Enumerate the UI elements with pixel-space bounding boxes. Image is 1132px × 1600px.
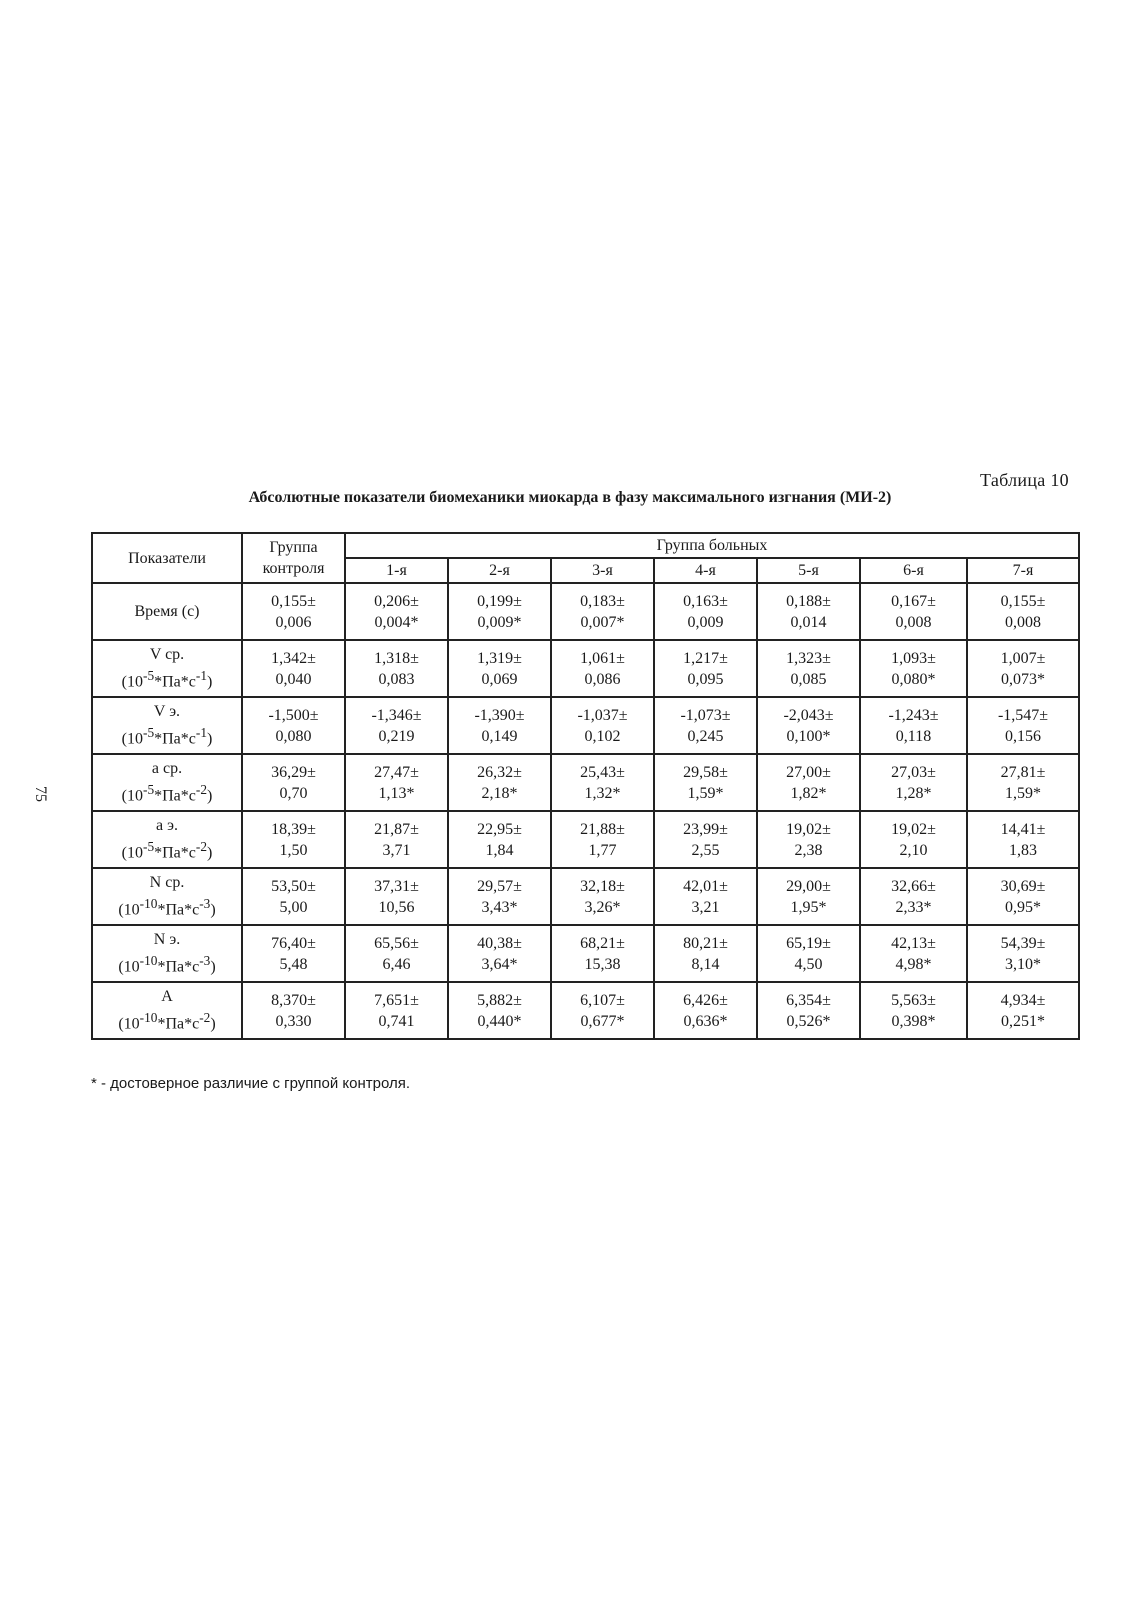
unit-exponent: -5 (143, 725, 155, 741)
header-row-main (92, 533, 1079, 558)
unit-base: (10 (121, 787, 143, 805)
error-value: 2,38 (794, 841, 823, 859)
indicator-unit (93, 779, 241, 806)
unit-exponent-2: -2 (195, 782, 207, 798)
mean-value: -1,390± (474, 706, 525, 724)
group-value-cell (551, 811, 654, 868)
error-value: 0,004* (374, 613, 419, 631)
error-value: 3,26* (584, 898, 621, 916)
group-value-cell (860, 583, 967, 640)
group-value-cell (448, 811, 551, 868)
group-value-cell (967, 925, 1079, 982)
mean-value: 1,319± (477, 649, 522, 667)
unit-base: (10 (121, 844, 143, 862)
error-value: 10,56 (378, 898, 415, 916)
control-value-cell (242, 868, 345, 925)
group-value-cell (860, 640, 967, 697)
error-value: 6,46 (382, 955, 411, 973)
group-value-cell (860, 754, 967, 811)
mean-value: 76,40± (271, 934, 316, 952)
group-header: 1-я (345, 558, 448, 583)
control-value-cell (242, 754, 345, 811)
group-value-cell (654, 982, 757, 1039)
error-value: 1,59* (687, 784, 724, 802)
error-value: 3,21 (691, 898, 720, 916)
group-value-cell (345, 754, 448, 811)
mean-value: 0,188± (786, 592, 831, 610)
error-value: 2,55 (691, 841, 720, 859)
mean-value: -1,500± (268, 706, 319, 724)
group-value-cell (551, 868, 654, 925)
table-row (92, 868, 1079, 925)
mean-value: 27,03± (891, 763, 936, 781)
group-value-cell (448, 640, 551, 697)
control-value-cell (242, 640, 345, 697)
mean-value: 54,39± (1000, 934, 1046, 952)
error-value: 0,526* (786, 1012, 831, 1030)
unit-end: ) (206, 844, 213, 862)
mean-value: 32,66± (891, 877, 936, 895)
group-value-cell (551, 583, 654, 640)
mean-value: 0,155± (271, 592, 316, 610)
mean-value: 4,934± (1000, 991, 1046, 1009)
error-value: 1,32* (584, 784, 621, 802)
error-value: 2,18* (481, 784, 518, 802)
indicator-name: N ср. (149, 874, 185, 892)
mean-value: -1,547± (997, 706, 1049, 724)
unit-exponent: -5 (143, 782, 155, 798)
mean-value: 22,95± (477, 820, 522, 838)
mean-value: -2,043± (783, 706, 834, 724)
indicator-cell (92, 640, 242, 697)
group-value-cell (967, 868, 1079, 925)
mean-value: 1,342± (271, 649, 316, 667)
error-value: 0,009 (687, 613, 724, 631)
header-indicator: Показатели (92, 533, 242, 583)
group-value-cell (967, 811, 1079, 868)
error-value: 1,95* (790, 898, 827, 916)
group-value-cell (967, 697, 1079, 754)
mean-value: 14,41± (1000, 820, 1046, 838)
error-value: 1,50 (279, 841, 308, 859)
mean-value: 5,882± (477, 991, 522, 1009)
unit-end: ) (210, 1015, 216, 1033)
mean-value: 29,58± (683, 763, 728, 781)
mean-value: 53,50± (271, 877, 316, 895)
error-value: 0,073* (1001, 670, 1045, 688)
mean-value: 21,87± (374, 820, 419, 838)
header-patients: Группа больных (345, 533, 1079, 558)
unit-base: (10 (121, 673, 143, 691)
mean-value: 25,43± (580, 763, 625, 781)
group-header: 3-я (551, 558, 654, 583)
error-value: 0,398* (891, 1012, 936, 1030)
unit-middle: *Па*с (157, 1015, 200, 1033)
mean-value: 29,57± (477, 877, 522, 895)
error-value: 0,156 (1005, 727, 1041, 745)
table-row (92, 811, 1079, 868)
unit-end: ) (206, 673, 213, 691)
mean-value: 23,99± (683, 820, 728, 838)
group-value-cell (551, 982, 654, 1039)
indicator-cell (92, 811, 242, 868)
mean-value: 6,107± (580, 991, 625, 1009)
mean-value: 1,323± (786, 649, 831, 667)
unit-exponent-2: -3 (199, 953, 211, 969)
mean-value: 0,167± (891, 592, 936, 610)
mean-value: 6,354± (786, 991, 831, 1009)
control-value-cell (242, 925, 345, 982)
mean-value: 40,38± (477, 934, 522, 952)
indicator-name: a э. (156, 817, 178, 835)
group-value-cell (345, 640, 448, 697)
indicator-name: Время (с) (134, 603, 200, 620)
control-value-cell (242, 583, 345, 640)
error-value: 5,48 (279, 955, 308, 973)
unit-middle: *Па*с (154, 673, 196, 691)
group-value-cell (860, 982, 967, 1039)
error-value: 1,83 (1009, 841, 1037, 859)
table-row (92, 640, 1079, 697)
mean-value: 37,31± (374, 877, 419, 895)
error-value: 0,008 (895, 613, 932, 631)
unit-exponent-2: -1 (195, 725, 207, 741)
mean-value: 80,21± (683, 934, 728, 952)
indicator-cell (92, 982, 242, 1039)
error-value: 1,59* (1005, 784, 1041, 802)
mean-value: 7,651± (374, 991, 419, 1009)
group-value-cell (757, 640, 860, 697)
group-value-cell (967, 754, 1079, 811)
error-value: 8,14 (691, 955, 720, 973)
error-value: 0,741 (378, 1012, 415, 1030)
table-row (92, 754, 1079, 811)
group-value-cell (551, 754, 654, 811)
header-control: Группа контроля (242, 533, 345, 583)
group-value-cell (551, 640, 654, 697)
mean-value: -1,073± (680, 706, 731, 724)
error-value: 0,085 (790, 670, 827, 688)
error-value: 2,10 (899, 841, 928, 859)
unit-exponent: -10 (139, 1010, 158, 1026)
group-header: 2-я (448, 558, 551, 583)
error-value: 0,080* (891, 670, 936, 688)
footnote: * - достоверное различие с группой контроля. (91, 1075, 411, 1092)
group-value-cell (757, 811, 860, 868)
group-value-cell (345, 868, 448, 925)
group-value-cell (654, 811, 757, 868)
error-value: 0,95* (1005, 898, 1041, 916)
group-value-cell (551, 697, 654, 754)
error-value: 0,677* (580, 1012, 625, 1030)
error-value: 0,102 (584, 727, 621, 745)
mean-value: 0,163± (683, 592, 728, 610)
group-header: 5-я (757, 558, 860, 583)
unit-middle: *Па*с (154, 787, 196, 805)
unit-exponent: -10 (139, 896, 158, 912)
group-value-cell (654, 583, 757, 640)
mean-value: 68,21± (580, 934, 625, 952)
error-value: 0,100* (786, 727, 831, 745)
unit-end: ) (206, 730, 213, 748)
mean-value: 26,32± (477, 763, 522, 781)
error-value: 1,82* (790, 784, 827, 802)
indicator-unit (93, 665, 241, 692)
mean-value: 27,47± (374, 763, 419, 781)
mean-value: 1,318± (374, 649, 419, 667)
indicator-unit (93, 722, 241, 749)
mean-value: 42,01± (683, 877, 728, 895)
indicator-cell (92, 754, 242, 811)
mean-value: 65,19± (786, 934, 831, 952)
error-value: 0,330 (275, 1012, 312, 1030)
error-value: 0,086 (584, 670, 621, 688)
group-value-cell (654, 868, 757, 925)
error-value: 0,095 (687, 670, 724, 688)
mean-value: 1,061± (580, 649, 625, 667)
unit-exponent-2: -2 (199, 1010, 211, 1026)
indicator-unit (93, 893, 241, 920)
error-value: 0,149 (481, 727, 518, 745)
table-row (92, 982, 1079, 1039)
unit-base: (10 (118, 1015, 140, 1033)
error-value: 15,38 (584, 955, 621, 973)
indicator-name: a ср. (151, 760, 183, 778)
error-value: 0,014 (790, 613, 827, 631)
mean-value: 27,81± (1000, 763, 1046, 781)
group-value-cell (345, 583, 448, 640)
control-value-cell (242, 697, 345, 754)
error-value: 0,080 (275, 727, 312, 745)
mean-value: 1,007± (1000, 649, 1046, 667)
group-value-cell (967, 583, 1079, 640)
error-value: 0,069 (481, 670, 518, 688)
indicator-unit (93, 836, 241, 863)
group-value-cell (448, 583, 551, 640)
unit-exponent-2: -1 (195, 668, 207, 684)
mean-value: 0,155± (1000, 592, 1046, 610)
group-value-cell (654, 925, 757, 982)
table-label: Таблица 10 (980, 470, 1069, 490)
error-value: 0,040 (275, 670, 312, 688)
mean-value: 1,093± (891, 649, 936, 667)
error-value: 5,00 (279, 898, 308, 916)
indicator-name: N э. (153, 931, 181, 949)
group-value-cell (860, 811, 967, 868)
data-table (91, 532, 1080, 1040)
group-value-cell (757, 982, 860, 1039)
mean-value: 8,370± (271, 991, 316, 1009)
unit-base: (10 (118, 958, 140, 976)
group-value-cell (654, 640, 757, 697)
unit-middle: *Па*с (157, 958, 200, 976)
group-value-cell (448, 697, 551, 754)
group-value-cell (345, 697, 448, 754)
group-value-cell (448, 868, 551, 925)
group-value-cell (448, 925, 551, 982)
unit-base: (10 (121, 730, 143, 748)
group-value-cell (967, 640, 1079, 697)
group-value-cell (345, 925, 448, 982)
mean-value: 65,56± (374, 934, 419, 952)
unit-exponent: -5 (143, 839, 155, 855)
mean-value: 36,29± (271, 763, 316, 781)
control-value-cell (242, 811, 345, 868)
mean-value: 32,18± (580, 877, 625, 895)
mean-value: 19,02± (891, 820, 936, 838)
error-value: 1,28* (895, 784, 932, 802)
mean-value: 5,563± (891, 991, 936, 1009)
mean-value: 0,199± (477, 592, 522, 610)
error-value: 0,083 (378, 670, 415, 688)
mean-value: 27,00± (786, 763, 831, 781)
indicator-cell (92, 697, 242, 754)
mean-value: -1,346± (371, 706, 422, 724)
group-header: 4-я (654, 558, 757, 583)
error-value: 0,219 (378, 727, 415, 745)
mean-value: 42,13± (891, 934, 936, 952)
table-row (92, 583, 1079, 640)
group-value-cell (860, 925, 967, 982)
group-value-cell (757, 925, 860, 982)
group-value-cell (448, 982, 551, 1039)
group-header: 7-я (967, 558, 1079, 583)
error-value: 3,71 (382, 841, 411, 859)
mean-value: 29,00± (786, 877, 831, 895)
error-value: 0,245 (687, 727, 724, 745)
page-number: 75 (32, 786, 49, 802)
mean-value: 19,02± (786, 820, 831, 838)
indicator-cell (92, 583, 242, 640)
error-value: 0,008 (1005, 613, 1041, 631)
group-value-cell (654, 754, 757, 811)
control-value-cell (242, 982, 345, 1039)
mean-value: 21,88± (580, 820, 625, 838)
error-value: 4,50 (794, 955, 823, 973)
indicator-cell (92, 925, 242, 982)
unit-end: ) (210, 901, 216, 919)
group-value-cell (757, 697, 860, 754)
indicator-cell (92, 868, 242, 925)
mean-value: -1,243± (888, 706, 939, 724)
group-value-cell (345, 982, 448, 1039)
error-value: 0,009* (477, 613, 522, 631)
unit-end: ) (210, 958, 216, 976)
group-value-cell (757, 868, 860, 925)
group-value-cell (757, 583, 860, 640)
group-header: 6-я (860, 558, 967, 583)
table-title: Абсолютные показатели биомеханики миокарда в фазу максимального изгнания (МИ-2) (248, 489, 892, 506)
mean-value: 0,183± (580, 592, 625, 610)
group-value-cell (654, 697, 757, 754)
mean-value: 30,69± (1000, 877, 1046, 895)
error-value: 0,440* (477, 1012, 522, 1030)
error-value: 0,251* (1001, 1012, 1045, 1030)
unit-exponent-2: -2 (195, 839, 207, 855)
unit-middle: *Па*с (154, 730, 196, 748)
error-value: 1,77 (588, 841, 617, 859)
mean-value: 18,39± (271, 820, 316, 838)
table-row (92, 925, 1079, 982)
group-value-cell (757, 754, 860, 811)
unit-exponent: -5 (143, 668, 155, 684)
error-value: 2,33* (895, 898, 932, 916)
group-value-cell (448, 754, 551, 811)
error-value: 0,636* (683, 1012, 728, 1030)
error-value: 0,70 (279, 784, 308, 802)
group-value-cell (345, 811, 448, 868)
indicator-unit (93, 1007, 241, 1034)
mean-value: 1,217± (683, 649, 728, 667)
error-value: 1,13* (378, 784, 415, 802)
mean-value: 0,206± (374, 592, 419, 610)
unit-end: ) (206, 787, 213, 805)
unit-base: (10 (118, 901, 140, 919)
indicator-name: V э. (153, 703, 181, 721)
unit-exponent: -10 (139, 953, 158, 969)
error-value: 0,006 (275, 613, 312, 631)
group-value-cell (860, 868, 967, 925)
unit-middle: *Па*с (154, 844, 196, 862)
table-row (92, 697, 1079, 754)
group-value-cell (860, 697, 967, 754)
error-value: 3,64* (481, 955, 518, 973)
error-value: 4,98* (895, 955, 932, 973)
unit-middle: *Па*с (157, 901, 200, 919)
unit-exponent-2: -3 (199, 896, 211, 912)
error-value: 1,84 (485, 841, 514, 859)
error-value: 3,43* (481, 898, 518, 916)
error-value: 0,118 (895, 727, 932, 745)
mean-value: -1,037± (577, 706, 628, 724)
group-value-cell (551, 925, 654, 982)
group-value-cell (967, 982, 1079, 1039)
indicator-name: V ср. (149, 646, 185, 664)
indicator-unit (93, 950, 241, 977)
mean-value: 6,426± (683, 991, 728, 1009)
error-value: 0,007* (580, 613, 625, 631)
error-value: 3,10* (1005, 955, 1041, 973)
indicator-name: A (161, 988, 173, 1006)
